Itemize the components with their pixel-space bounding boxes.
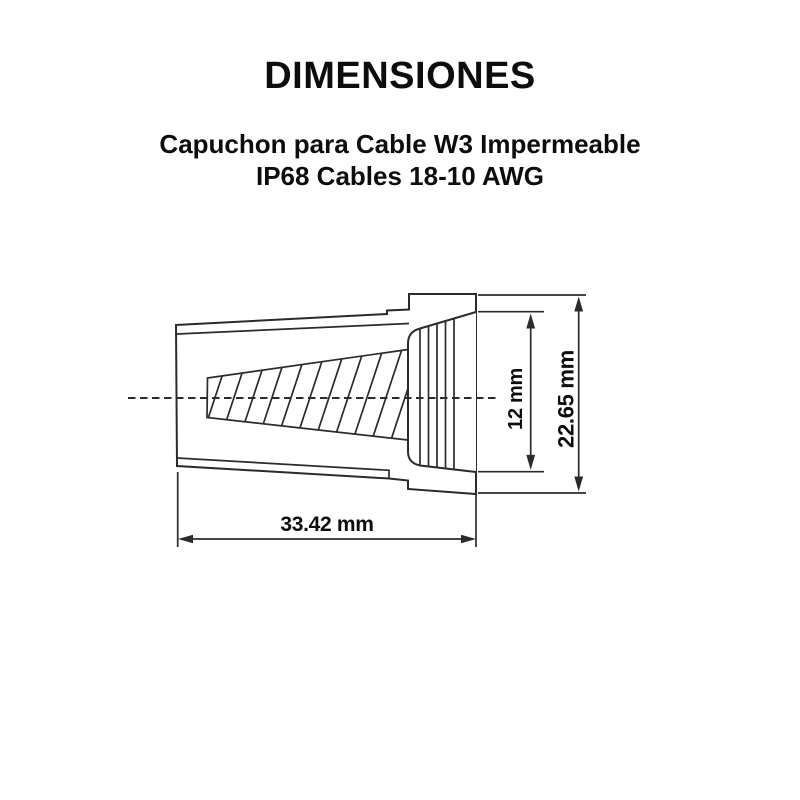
hatch-line [273, 340, 310, 452]
skirt-inner-wall-top [177, 324, 409, 335]
dimension-total-length [178, 472, 476, 547]
cone-hatching [197, 340, 424, 452]
hatch-line [216, 340, 253, 452]
page-title: DIMENSIONES [264, 55, 536, 97]
subtitle-line-2: IP68 Cables 18-10 AWG [255, 160, 545, 191]
subtitle-line-1: Capuchon para Cable W3 Impermeable [159, 128, 641, 159]
hatch-line [368, 340, 405, 452]
arrowhead-down [526, 455, 535, 470]
dimension-ribbed-height [478, 312, 544, 472]
arrowhead-right [461, 535, 476, 544]
cap-dome-outline [408, 312, 476, 472]
ribbed-height-label: 12 mm [505, 368, 527, 430]
arrowhead-up [574, 297, 583, 312]
hatch-line [254, 340, 291, 452]
hatch-line [292, 340, 329, 452]
length-label: 33.42 mm [280, 513, 374, 536]
spring-cone [197, 340, 424, 452]
arrowhead-left [178, 535, 193, 544]
hatch-line [235, 340, 272, 452]
ribbed-cap [408, 312, 476, 472]
hatch-line [197, 340, 234, 452]
arrowhead-up [526, 314, 535, 329]
arrowhead-down [574, 477, 583, 492]
total-height-label: 22.65 mm [553, 350, 579, 448]
hatch-line [311, 340, 348, 452]
